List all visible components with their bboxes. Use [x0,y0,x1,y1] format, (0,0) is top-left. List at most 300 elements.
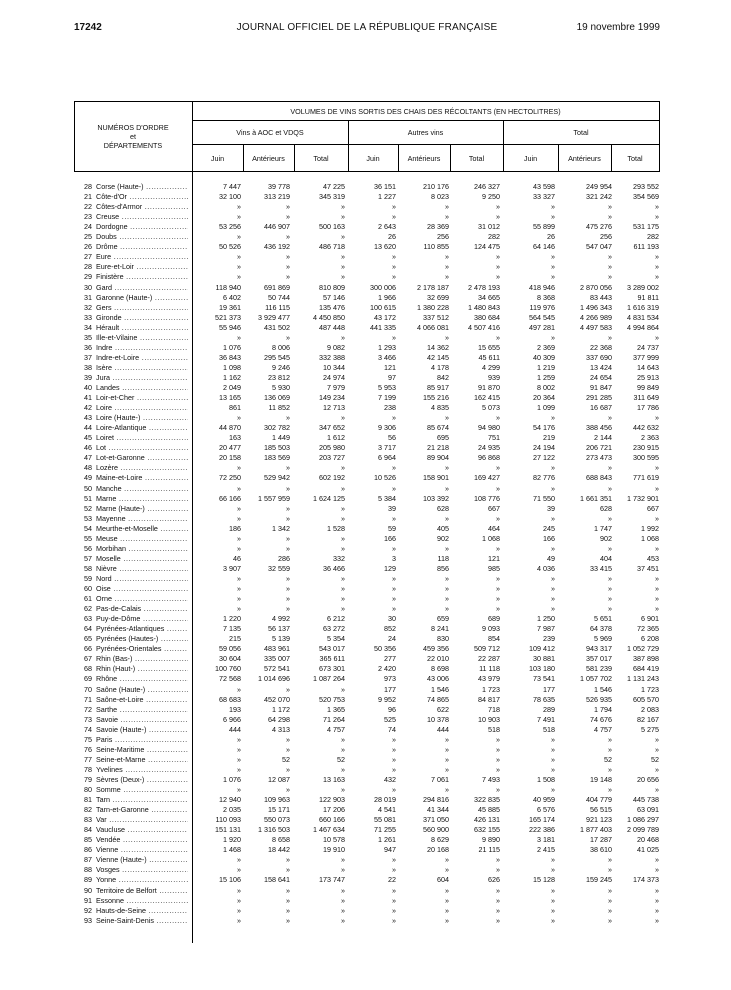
volume-cell: » [655,855,659,865]
volume-cell: 135 476 [319,302,345,312]
volume-cell: 943 317 [586,644,612,654]
volume-cell: 22 287 [478,654,500,664]
volume-cell: » [496,915,500,925]
volume-cell: 119 976 [529,302,555,312]
volume-cell: » [551,332,555,342]
department-number: 66 [84,644,92,654]
volume-cell: » [341,734,345,744]
volume-cell: 525 [384,714,396,724]
volume-cell: 518 [488,724,500,734]
department-name: Yvelines ..... [96,765,188,775]
volume-cell: 39 [388,503,396,513]
department-name: Pyrénées-Atlantiques ..... [96,624,188,634]
group-header-total: Total [573,128,589,137]
volume-cell: 27 122 [533,453,555,463]
volume-cell: 56 [388,433,396,443]
volume-cell: 82 776 [533,473,555,483]
volume-cell: 6 402 [223,292,241,302]
volume-cell: » [341,543,345,553]
volume-cell: » [392,262,396,272]
volume-cell: » [286,332,290,342]
volume-cell: » [608,734,612,744]
volume-cell: 43 172 [374,312,396,322]
volume-cell: 159 245 [586,875,612,885]
volume-cell: 1 612 [327,433,345,443]
volume-cell: 6 212 [327,614,345,624]
volume-cell: » [237,463,241,473]
department-number: 69 [84,674,92,684]
volume-cell: 15 171 [268,805,290,815]
department-name: Drôme ..... [96,242,188,252]
volume-cell: » [655,262,659,272]
volume-cell: » [551,895,555,905]
volume-cell: 302 782 [264,423,290,433]
volume-cell: 337 690 [586,352,612,362]
volume-cell: 44 870 [219,423,241,433]
department-name: Jura ..... [96,373,188,383]
department-number: 71 [84,694,92,704]
volume-cell: » [392,513,396,523]
department-number: 60 [84,584,92,593]
volume-cell: 282 [488,232,500,242]
volume-cell: 4 266 989 [580,312,612,322]
volume-cell: » [496,754,500,764]
subcol-header: Antérieurs [252,154,285,163]
volume-cell: 1 468 [223,845,241,855]
volume-cell: 24 194 [533,443,555,453]
department-name: Vienne (Haute-) ..... [96,855,188,865]
volume-cell: » [496,212,500,222]
volume-cell: 1 449 [272,433,290,443]
volume-cell: » [445,744,449,754]
table-row [74,886,660,896]
volume-cell: 4 757 [594,724,612,734]
volume-cell: » [655,413,659,423]
volume-cell: 529 942 [264,473,290,483]
volume-cell: 13 163 [323,774,345,784]
department-name: Sarthe ..... [96,705,188,715]
volume-cell: 347 652 [319,423,345,433]
table-row [74,494,660,504]
volume-cell: » [237,754,241,764]
volume-cell: 295 545 [264,352,290,362]
volume-cell: » [286,915,290,925]
volume-cell: » [496,463,500,473]
volume-cell: » [445,272,449,282]
volume-cell: 1 316 503 [258,825,290,835]
volume-cell: 11 118 [479,664,500,674]
volume-cell: 345 319 [319,192,345,202]
volume-cell: 1 496 343 [580,302,612,312]
volume-cell: 7 979 [327,383,345,392]
volume-cell: 486 718 [319,242,345,252]
department-name: Vendée ..... [96,835,188,845]
department-number: 32 [84,302,92,312]
department-name: Loiret ..... [96,433,188,443]
table-row [74,524,660,534]
volume-cell: 46 [233,553,241,563]
volume-cell: 45 611 [478,352,500,362]
table-row [74,433,660,443]
volume-cell: » [655,734,659,744]
volume-cell: » [445,754,449,764]
volume-cell: » [608,885,612,895]
volume-cell: » [237,202,241,212]
table-row [74,775,660,785]
volume-cell: 321 242 [586,192,612,202]
department-name: Mayenne ..... [96,514,188,524]
volume-cell: 475 276 [586,222,612,232]
department-number: 24 [84,222,92,232]
volume-cell: » [445,513,449,523]
volume-cell: 1 380 228 [417,302,449,312]
subcol-header: Total [468,154,485,163]
volume-cell: » [237,604,241,614]
department-name: Loire-Atlantique ..... [96,423,188,433]
volume-cell: 852 [384,624,396,634]
table-row [74,182,660,192]
header-divider [192,120,659,121]
volume-cell: 9 082 [327,342,345,352]
volume-cell: » [608,262,612,272]
volume-cell: » [237,212,241,222]
volume-cell: 418 946 [529,282,555,292]
department-name: Savoie ..... [96,715,188,725]
department-name: Eure ..... [96,252,188,262]
department-number: 49 [84,473,92,483]
volume-cell: » [341,202,345,212]
volume-cell: » [392,744,396,754]
volume-cell: 103 180 [529,664,555,674]
volume-cell: 15 655 [478,342,500,352]
volume-cell: 63 091 [637,805,659,815]
volume-cell: 1 920 [223,835,241,845]
table-row [74,835,660,845]
volume-cell: » [496,262,500,272]
volume-cell: 118 940 [215,282,241,292]
volume-cell: 177 [543,684,555,694]
volume-cell: 377 999 [633,352,659,362]
volume-cell: 3 466 [378,352,396,362]
volume-cell: » [608,604,612,614]
volume-cell: » [237,503,241,513]
table-row [74,825,660,835]
volume-cell: » [237,895,241,905]
volume-cell: 2 049 [223,383,241,392]
volume-cell: 185 503 [264,443,290,453]
volume-cell: » [655,764,659,774]
table-row [74,453,660,463]
volume-cell: 36 466 [323,563,345,573]
volume-cell: » [286,855,290,865]
department-name: Meuse ..... [96,534,188,544]
volume-cell: » [237,865,241,875]
volume-cell: » [445,865,449,875]
volume-cell: 444 [229,724,241,734]
volume-cell: 10 378 [427,714,449,724]
volume-cell: » [286,885,290,895]
volume-cell: 116 115 [265,302,290,312]
volume-cell: 246 327 [474,182,500,191]
volume-cell: 7 447 [223,182,241,191]
volume-cell: 249 954 [586,182,612,191]
volume-cell: 622 [437,704,449,714]
volume-cell: 405 [437,523,449,533]
volume-cell: » [655,895,659,905]
volume-cell: 1 624 125 [313,493,345,503]
department-number: 78 [84,764,92,774]
volume-cell: » [445,252,449,262]
department-number: 45 [84,433,92,443]
volume-cell: 2 099 789 [627,825,659,835]
volume-cell: » [341,573,345,583]
volume-cell: » [286,533,290,543]
volume-cell: 155 216 [423,393,449,403]
volume-cell: 238 [384,403,396,413]
department-name: Loir-et-Cher ..... [96,393,188,403]
volume-cell: 37 451 [637,563,659,573]
volume-cell: » [286,744,290,754]
volume-cell: 14 643 [637,362,659,372]
volume-cell: 68 683 [219,694,241,704]
volume-cell: 8 658 [272,835,290,845]
volume-cell: 45 885 [478,805,500,815]
volume-cell: » [286,734,290,744]
department-number: 53 [84,513,92,523]
department-number: 46 [84,443,92,453]
volume-cell: 300 595 [633,453,659,463]
volume-cell: 85 674 [427,423,449,433]
department-name: Orne ..... [96,594,188,604]
volume-cell: 52 [604,754,612,764]
volume-cell: 611 193 [633,242,659,252]
volume-cell: 1 261 [378,835,396,845]
volume-cell: » [237,915,241,925]
volume-cell: » [551,905,555,915]
department-name: Marne ..... [96,494,188,504]
volume-cell: » [237,855,241,865]
table-row [74,564,660,574]
volume-cell: 52 [651,754,659,764]
volume-cell: » [551,212,555,222]
volume-cell: 110 855 [423,242,449,252]
volume-cell: 5 969 [594,634,612,644]
volume-cell: » [341,865,345,875]
volume-cell: 426 131 [474,815,500,825]
department-number: 92 [84,905,92,915]
volume-cell: 5 930 [272,383,290,392]
volume-cell: 973 [384,674,396,684]
volume-cell: 10 526 [374,473,396,483]
volume-cell: 354 569 [633,192,659,202]
table-row [74,443,660,453]
volume-cell: 109 963 [264,795,290,805]
department-number: 34 [84,322,92,332]
page-header [74,22,660,36]
volume-cell: 1 068 [482,533,500,543]
department-number: 41 [84,393,92,403]
volume-cell: 10 344 [323,362,345,372]
volume-cell: 277 [384,654,396,664]
department-name: Yonne ..... [96,875,188,885]
volume-cell: 1 546 [431,684,449,694]
volume-cell: 73 541 [533,674,555,684]
volume-cell: 8 368 [537,292,555,302]
volume-cell: 628 [437,503,449,513]
subcol-header: Antérieurs [568,154,601,163]
volume-cell: 2 083 [641,704,659,714]
volume-cell: 20 656 [637,774,659,784]
department-number: 56 [84,543,92,553]
volume-cell: 5 275 [641,724,659,734]
volume-cell: » [392,865,396,875]
volume-cell: 628 [600,503,612,513]
volume-cell: » [655,513,659,523]
volume-cell: 50 744 [268,292,290,302]
volume-cell: 52 [337,754,345,764]
volume-cell: » [551,744,555,754]
volume-cell: 1 227 [378,192,396,202]
volume-cell: 32 559 [268,563,290,573]
table-row [74,252,660,262]
department-number: 91 [84,895,92,905]
department-number: 85 [84,835,92,845]
volume-cell: 660 166 [319,815,345,825]
volume-cell: 273 473 [586,453,612,463]
volume-cell: » [496,744,500,754]
page-number: 17242 [74,22,102,33]
volume-cell: » [551,272,555,282]
volume-cell: » [237,885,241,895]
volume-cell: 19 910 [323,845,345,855]
volume-cell: 13 424 [590,362,612,372]
volume-cell: » [341,885,345,895]
volume-cell: 6 576 [537,805,555,815]
volume-cell: 158 901 [423,473,449,483]
volume-cell: 28 019 [374,795,396,805]
table-row [74,755,660,765]
volume-cell: 9 952 [378,694,396,704]
volume-cell: 444 [437,724,449,734]
volume-cell: 186 [229,523,241,533]
department-name: Vosges ..... [96,865,188,875]
volume-cell: 1 220 [223,614,241,624]
volume-cell: 38 610 [590,845,612,855]
volume-cell: 436 192 [264,242,290,252]
volume-cell: 1 086 297 [627,815,659,825]
volume-cell: 335 007 [264,654,290,664]
volume-cell: » [496,573,500,583]
volume-cell: 108 776 [474,493,500,503]
volume-cell: » [655,865,659,875]
department-number: 77 [84,754,92,764]
volume-cell: » [655,463,659,473]
department-number: 74 [84,724,92,734]
volume-cell: » [392,584,396,593]
volume-cell: 17 786 [637,403,659,413]
volume-cell: » [655,252,659,262]
department-name: Doubs ..... [96,232,188,242]
table-row [74,323,660,333]
department-number: 65 [84,634,92,644]
volume-cell: 1 250 [537,614,555,624]
volume-cell: » [655,744,659,754]
volume-cell: 20 158 [219,453,241,463]
table-row [74,695,660,705]
department-number: 51 [84,493,92,503]
volume-cell: » [496,202,500,212]
volume-cell: » [608,855,612,865]
volume-cell: » [608,785,612,794]
volume-cell: 452 070 [264,694,290,704]
volume-cell: 2 870 056 [580,282,612,292]
volume-cell: 5 354 [327,634,345,644]
volume-cell: » [392,895,396,905]
department-number: 31 [84,292,92,302]
department-number: 30 [84,282,92,292]
volume-cell: 206 721 [586,443,612,453]
department-name: Dordogne ..... [96,222,188,232]
volume-cell: » [237,533,241,543]
volume-cell: 1 099 [537,403,555,413]
volume-cell: 4 036 [537,563,555,573]
volume-cell: 387 898 [633,654,659,664]
volume-cell: » [496,584,500,593]
volume-cell: » [608,513,612,523]
table-row [74,313,660,323]
volume-cell: 604 [437,875,449,885]
volume-cell: 13 165 [219,393,241,403]
volume-cell: 294 816 [423,795,449,805]
department-number: 28 [84,262,92,272]
volume-cell: 99 849 [637,383,659,392]
header-divider [192,144,659,145]
volume-cell: 332 388 [319,352,345,362]
department-name: Pyrénées (Hautes-) ..... [96,634,188,644]
department-number: 23 [84,212,92,222]
volume-cell: 521 373 [215,312,241,322]
volume-cell: 985 [488,563,500,573]
volume-cell: 47 225 [323,182,345,191]
volume-cell: 19 148 [590,774,612,784]
volume-cell: » [392,483,396,493]
volume-cell: » [237,785,241,794]
volume-cell: 31 012 [478,222,500,232]
volume-cell: 30 [388,614,396,624]
volume-cell: 219 [543,433,555,443]
volume-cell: » [608,543,612,553]
volume-cell: » [608,483,612,493]
department-number: 38 [84,362,92,372]
department-name: Paris ..... [96,735,188,745]
department-number: 25 [84,232,92,242]
volume-cell: 91 811 [637,292,659,302]
volume-cell: » [445,895,449,905]
volume-cell: 121 [384,362,396,372]
volume-cell: 5 139 [272,634,290,644]
department-name: Loire ..... [96,403,188,413]
volume-cell: 1 087 264 [313,674,345,684]
volume-cell: 1 732 901 [627,493,659,503]
volume-cell: » [341,785,345,794]
table-row [74,715,660,725]
volume-cell: 7 491 [537,714,555,724]
volume-cell: 24 [388,634,396,644]
volume-cell: 4 178 [431,362,449,372]
table-row [74,212,660,222]
volume-cell: 7 199 [378,393,396,403]
main-header: VOLUMES DE VINS SORTIS DES CHAIS DES RÉCOLTANTS (EN HECTOLITRES) [290,107,561,116]
